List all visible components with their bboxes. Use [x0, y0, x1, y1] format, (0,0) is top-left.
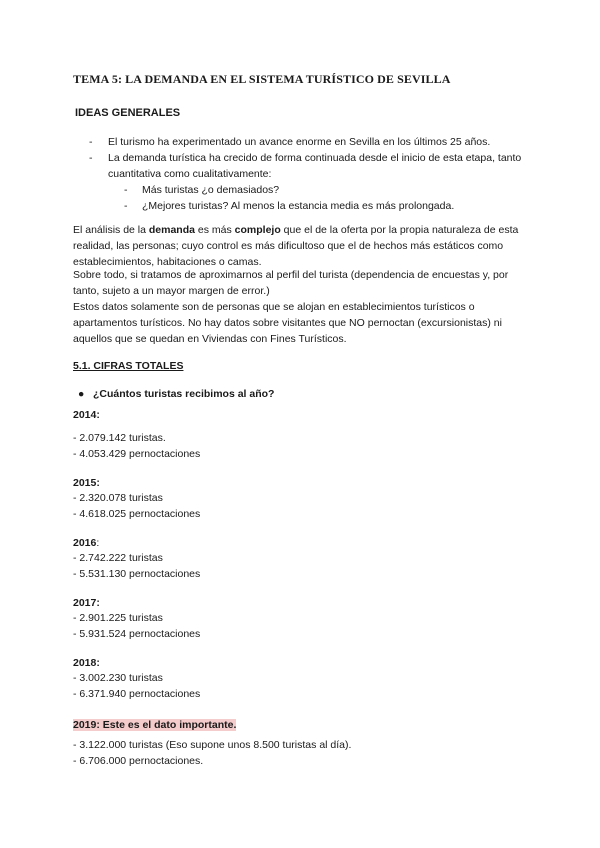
highlighted-text: 2019: Este es el dato importante. [73, 719, 237, 731]
tourists-2015: - 2.320.078 turistas [73, 492, 163, 504]
paragraph-analysis [73, 222, 533, 270]
paragraph-profile: Sobre todo, si tratamos de aproximarnos al perfil del turista (dependencia de encuestas y, por tanto, sujeto a un mayor margen de error.) [73, 269, 509, 297]
nights-2015: - 4.618.025 pernoctaciones [73, 508, 201, 520]
dash-marker: - [89, 136, 93, 148]
question-text: ¿Cuántos turistas recibimos al año? [93, 388, 275, 400]
text-run: es más [194, 224, 235, 236]
tourists-2017: - 2.901.225 turistas [73, 612, 163, 624]
nights-2017: - 5.931.524 pernoctaciones [73, 628, 201, 640]
bold-term-demanda: demanda [148, 224, 195, 236]
year-label-2018: 2018: [73, 657, 100, 669]
section-title: 5.1. CIFRAS TOTALES [73, 360, 184, 372]
tourists-2016: - 2.742.222 turistas [73, 552, 163, 564]
year-2016-colon: : [96, 537, 100, 549]
list-item-text: La demanda turística ha crecido de forma continuada desde el inicio de esta etapa, tanto cuantitativa como cualitativamente: [108, 152, 522, 180]
list-item [89, 134, 539, 150]
tourists-2014: - 2.079.142 turistas. [73, 432, 166, 444]
year-2016-number: 2016 [73, 537, 97, 549]
sub-list-item-text: ¿Mejores turistas? Al menos la estancia media es más prolongada. [142, 200, 455, 212]
nights-2014: - 4.053.429 pernoctaciones [73, 448, 201, 460]
sub-list-item [89, 182, 539, 198]
nights-2019: - 6.706.000 pernoctaciones. [73, 755, 204, 767]
highlight-2019 [73, 719, 236, 731]
year-label-2015: 2015: [73, 477, 100, 489]
nights-2018: - 6.371.940 pernoctaciones [73, 688, 201, 700]
text-run: que el de la oferta por la propia naturaleza de esta realidad, las personas; cuyo control es más dificultoso que el de hechos más estáticos como establecimientos, habitaciones o camas. [73, 224, 519, 268]
ideas-list [89, 134, 539, 214]
tourists-2018: - 3.002.230 turistas [73, 672, 163, 684]
nights-2016: - 5.531.130 pernoctaciones [73, 568, 201, 580]
text-run: El análisis de la [73, 224, 149, 236]
tourists-2019: - 3.122.000 turistas (Eso supone unos 8.500 turistas al día). [73, 739, 352, 751]
ideas-heading: IDEAS GENERALES [75, 107, 181, 119]
sub-list-item [89, 198, 539, 214]
year-label-2014: 2014: [73, 409, 100, 421]
year-label-2017: 2017: [73, 597, 100, 609]
sub-list-item-text: Más turistas ¿o demasiados? [142, 184, 280, 196]
question-bullet [78, 388, 275, 400]
dash-marker: - [124, 200, 128, 212]
list-item-text: El turismo ha experimentado un avance enorme en Sevilla en los últimos 25 años. [108, 136, 491, 148]
document-title: TEMA 5: LA DEMANDA EN EL SISTEMA TURÍSTICO DE SEVILLA [73, 72, 451, 86]
dash-marker: - [89, 152, 93, 164]
dash-marker: - [124, 184, 128, 196]
list-item [89, 150, 539, 182]
bullet-dot: ● [78, 388, 85, 400]
bold-term-complejo: complejo [234, 224, 281, 236]
paragraph-data-scope: Estos datos solamente son de personas que se alojan en establecimientos turísticos o apartamentos turísticos. No hay datos sobre visitantes que NO pernoctan (excursionistas) ni aquellos que se quedan en Viviendas con Fines Turísticos. [73, 301, 502, 345]
year-label-2016 [73, 537, 99, 549]
